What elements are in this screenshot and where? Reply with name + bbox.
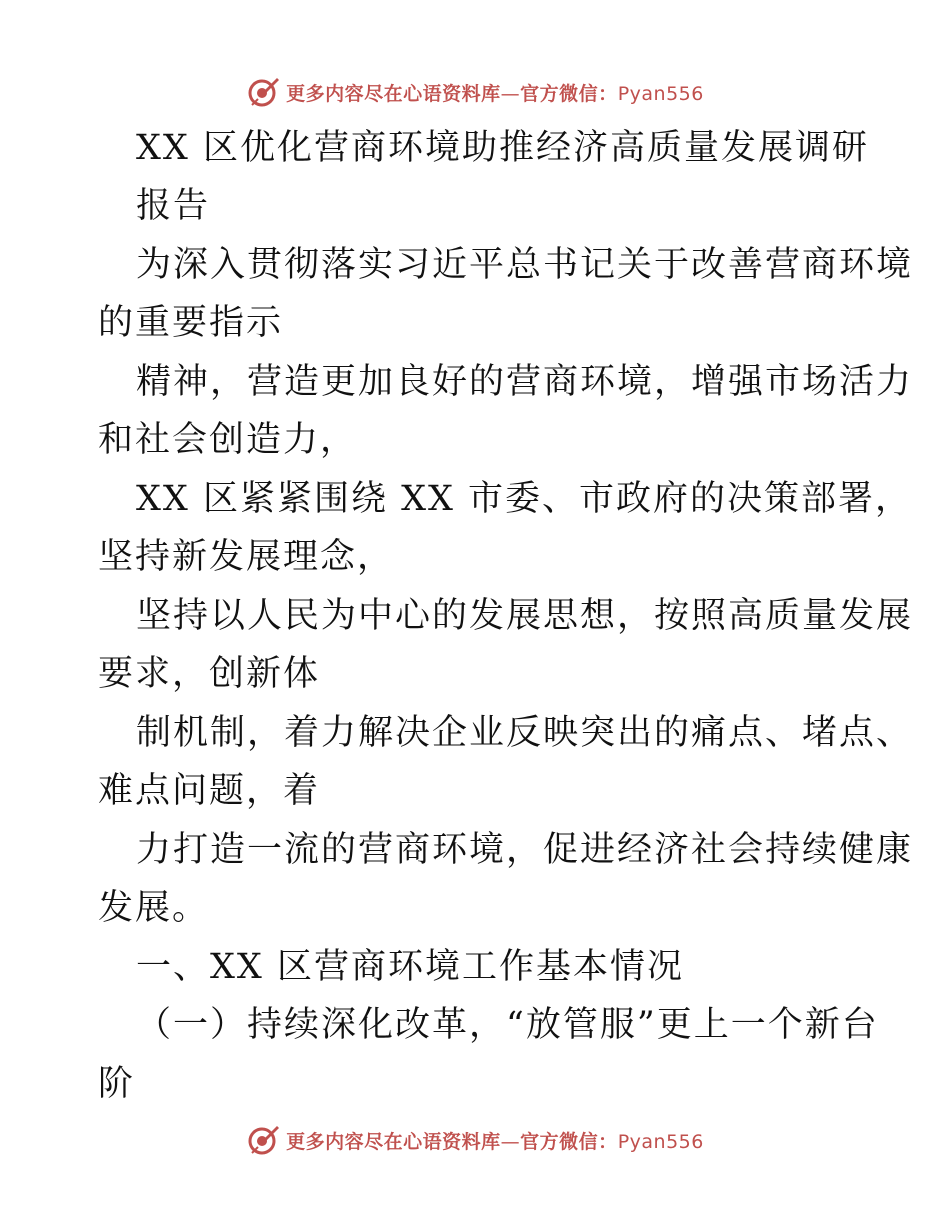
- subsection-heading: （一）持续深化改革，“放管服”更上一个新台: [136, 1005, 879, 1045]
- paragraph-line: 力打造一流的营商环境，促进经济社会持续健康: [136, 830, 914, 870]
- paragraph-line: XX 区紧紧围绕 XX 市委、市政府的决策部署，: [136, 479, 913, 519]
- watermark-brand: 更多内容尽在心语资料库: [286, 82, 501, 105]
- paragraph-line: 的重要指示: [98, 303, 284, 343]
- document-title-line-2: 报告: [136, 186, 211, 226]
- paragraph-line: 坚持以人民为中心的发展思想，按照高质量发展: [136, 596, 914, 636]
- paragraph-line: 为深入贯彻落实习近平总书记关于改善营商环境: [136, 245, 914, 285]
- watermark-separator: —: [500, 82, 521, 105]
- paragraph-line: 难点问题，着: [98, 771, 321, 811]
- watermark-wechat-id: Pyan556: [617, 82, 704, 105]
- watermark-wechat-id: Pyan556: [617, 1130, 704, 1153]
- subsection-heading-continued: 阶: [98, 1064, 136, 1104]
- watermark-text: [286, 79, 704, 106]
- quill-pen-icon: [246, 75, 280, 109]
- paragraph-line: 和社会创造力，: [98, 420, 358, 460]
- footer-watermark: [0, 1120, 950, 1160]
- watermark-text: [286, 1127, 704, 1154]
- watermark-brand: 更多内容尽在心语资料库: [286, 1130, 501, 1153]
- header-watermark: [0, 72, 950, 112]
- paragraph-line: 制机制，着力解决企业反映突出的痛点、堵点、: [136, 713, 914, 753]
- paragraph-line: 精神，营造更加良好的营商环境，增强市场活力: [136, 362, 914, 402]
- paragraph-line: 要求，创新体: [98, 654, 321, 694]
- quill-pen-icon: [246, 1123, 280, 1157]
- watermark-separator: —: [500, 1130, 521, 1153]
- document-title-line-1: XX 区优化营商环境助推经济高质量发展调研: [136, 128, 869, 168]
- section-heading: 一、XX 区营商环境工作基本情况: [136, 947, 684, 987]
- watermark-wechat-label: 官方微信：: [520, 82, 618, 105]
- watermark-wechat-label: 官方微信：: [520, 1130, 618, 1153]
- paragraph-line: 发展。: [98, 888, 210, 928]
- paragraph-line: 坚持新发展理念，: [98, 537, 395, 577]
